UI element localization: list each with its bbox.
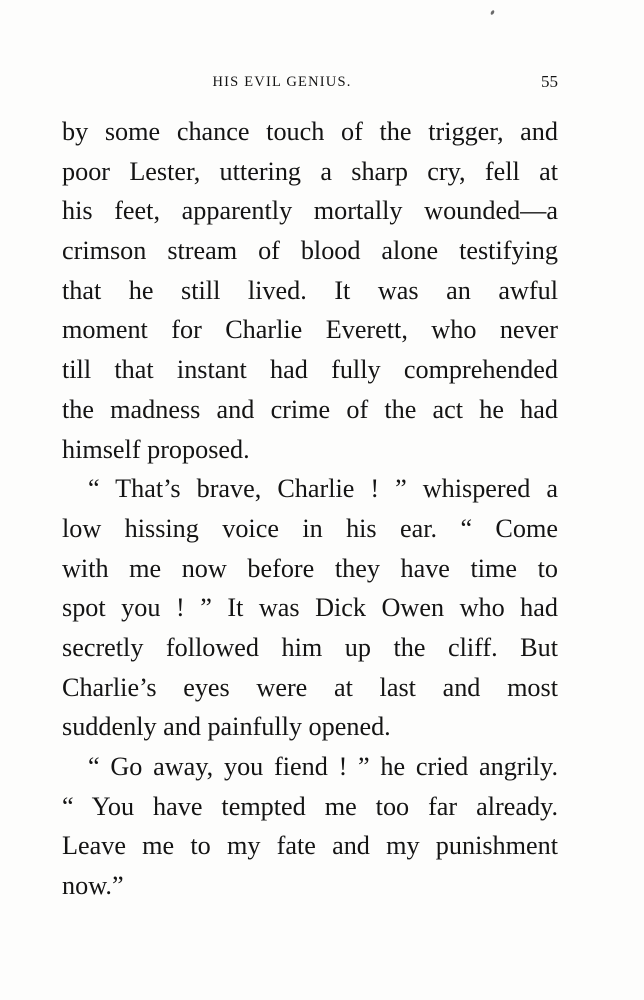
text-line: “ You have tempted me too far already. — [62, 791, 558, 821]
running-head — [62, 72, 558, 94]
page-number: 55 — [541, 72, 558, 91]
text-line: secretly followed him up the cliff. But — [62, 632, 558, 662]
running-title: HIS EVIL GENIUS. — [212, 74, 352, 90]
body-text — [62, 112, 558, 906]
text-line: with me now before they have time to — [62, 553, 558, 583]
text-line: Charlie’s eyes were at last and most — [62, 672, 558, 702]
text-line: poor Lester, uttering a sharp cry, fell at — [62, 156, 558, 186]
text-line: that he still lived. It was an awful — [62, 275, 558, 305]
text-line: “ Go away, you fiend ! ” he cried angrily. — [88, 752, 558, 781]
text-line: moment for Charlie Everett, who never — [62, 315, 558, 345]
text-line: “ That’s brave, Charlie ! ” whispered a — [88, 474, 558, 504]
ink-speck — [490, 10, 495, 16]
text-line: till that instant had fully comprehended — [62, 355, 558, 385]
text-line: now.” — [62, 871, 124, 901]
text-line: by some chance touch of the trigger, and — [62, 117, 558, 146]
text-line: his feet, apparently mortally wounded—a — [62, 196, 558, 226]
text-line: Leave me to my fate and my punishment — [62, 831, 558, 861]
text-line: the madness and crime of the act he had — [62, 394, 558, 424]
text-line: suddenly and painfully opened. — [62, 712, 391, 742]
text-line: crimson stream of blood alone testifying — [62, 236, 558, 266]
text-line: low hissing voice in his ear. “ Come — [62, 513, 558, 543]
text-line: spot you ! ” It was Dick Owen who had — [62, 593, 558, 623]
text-line: himself proposed. — [62, 434, 250, 464]
